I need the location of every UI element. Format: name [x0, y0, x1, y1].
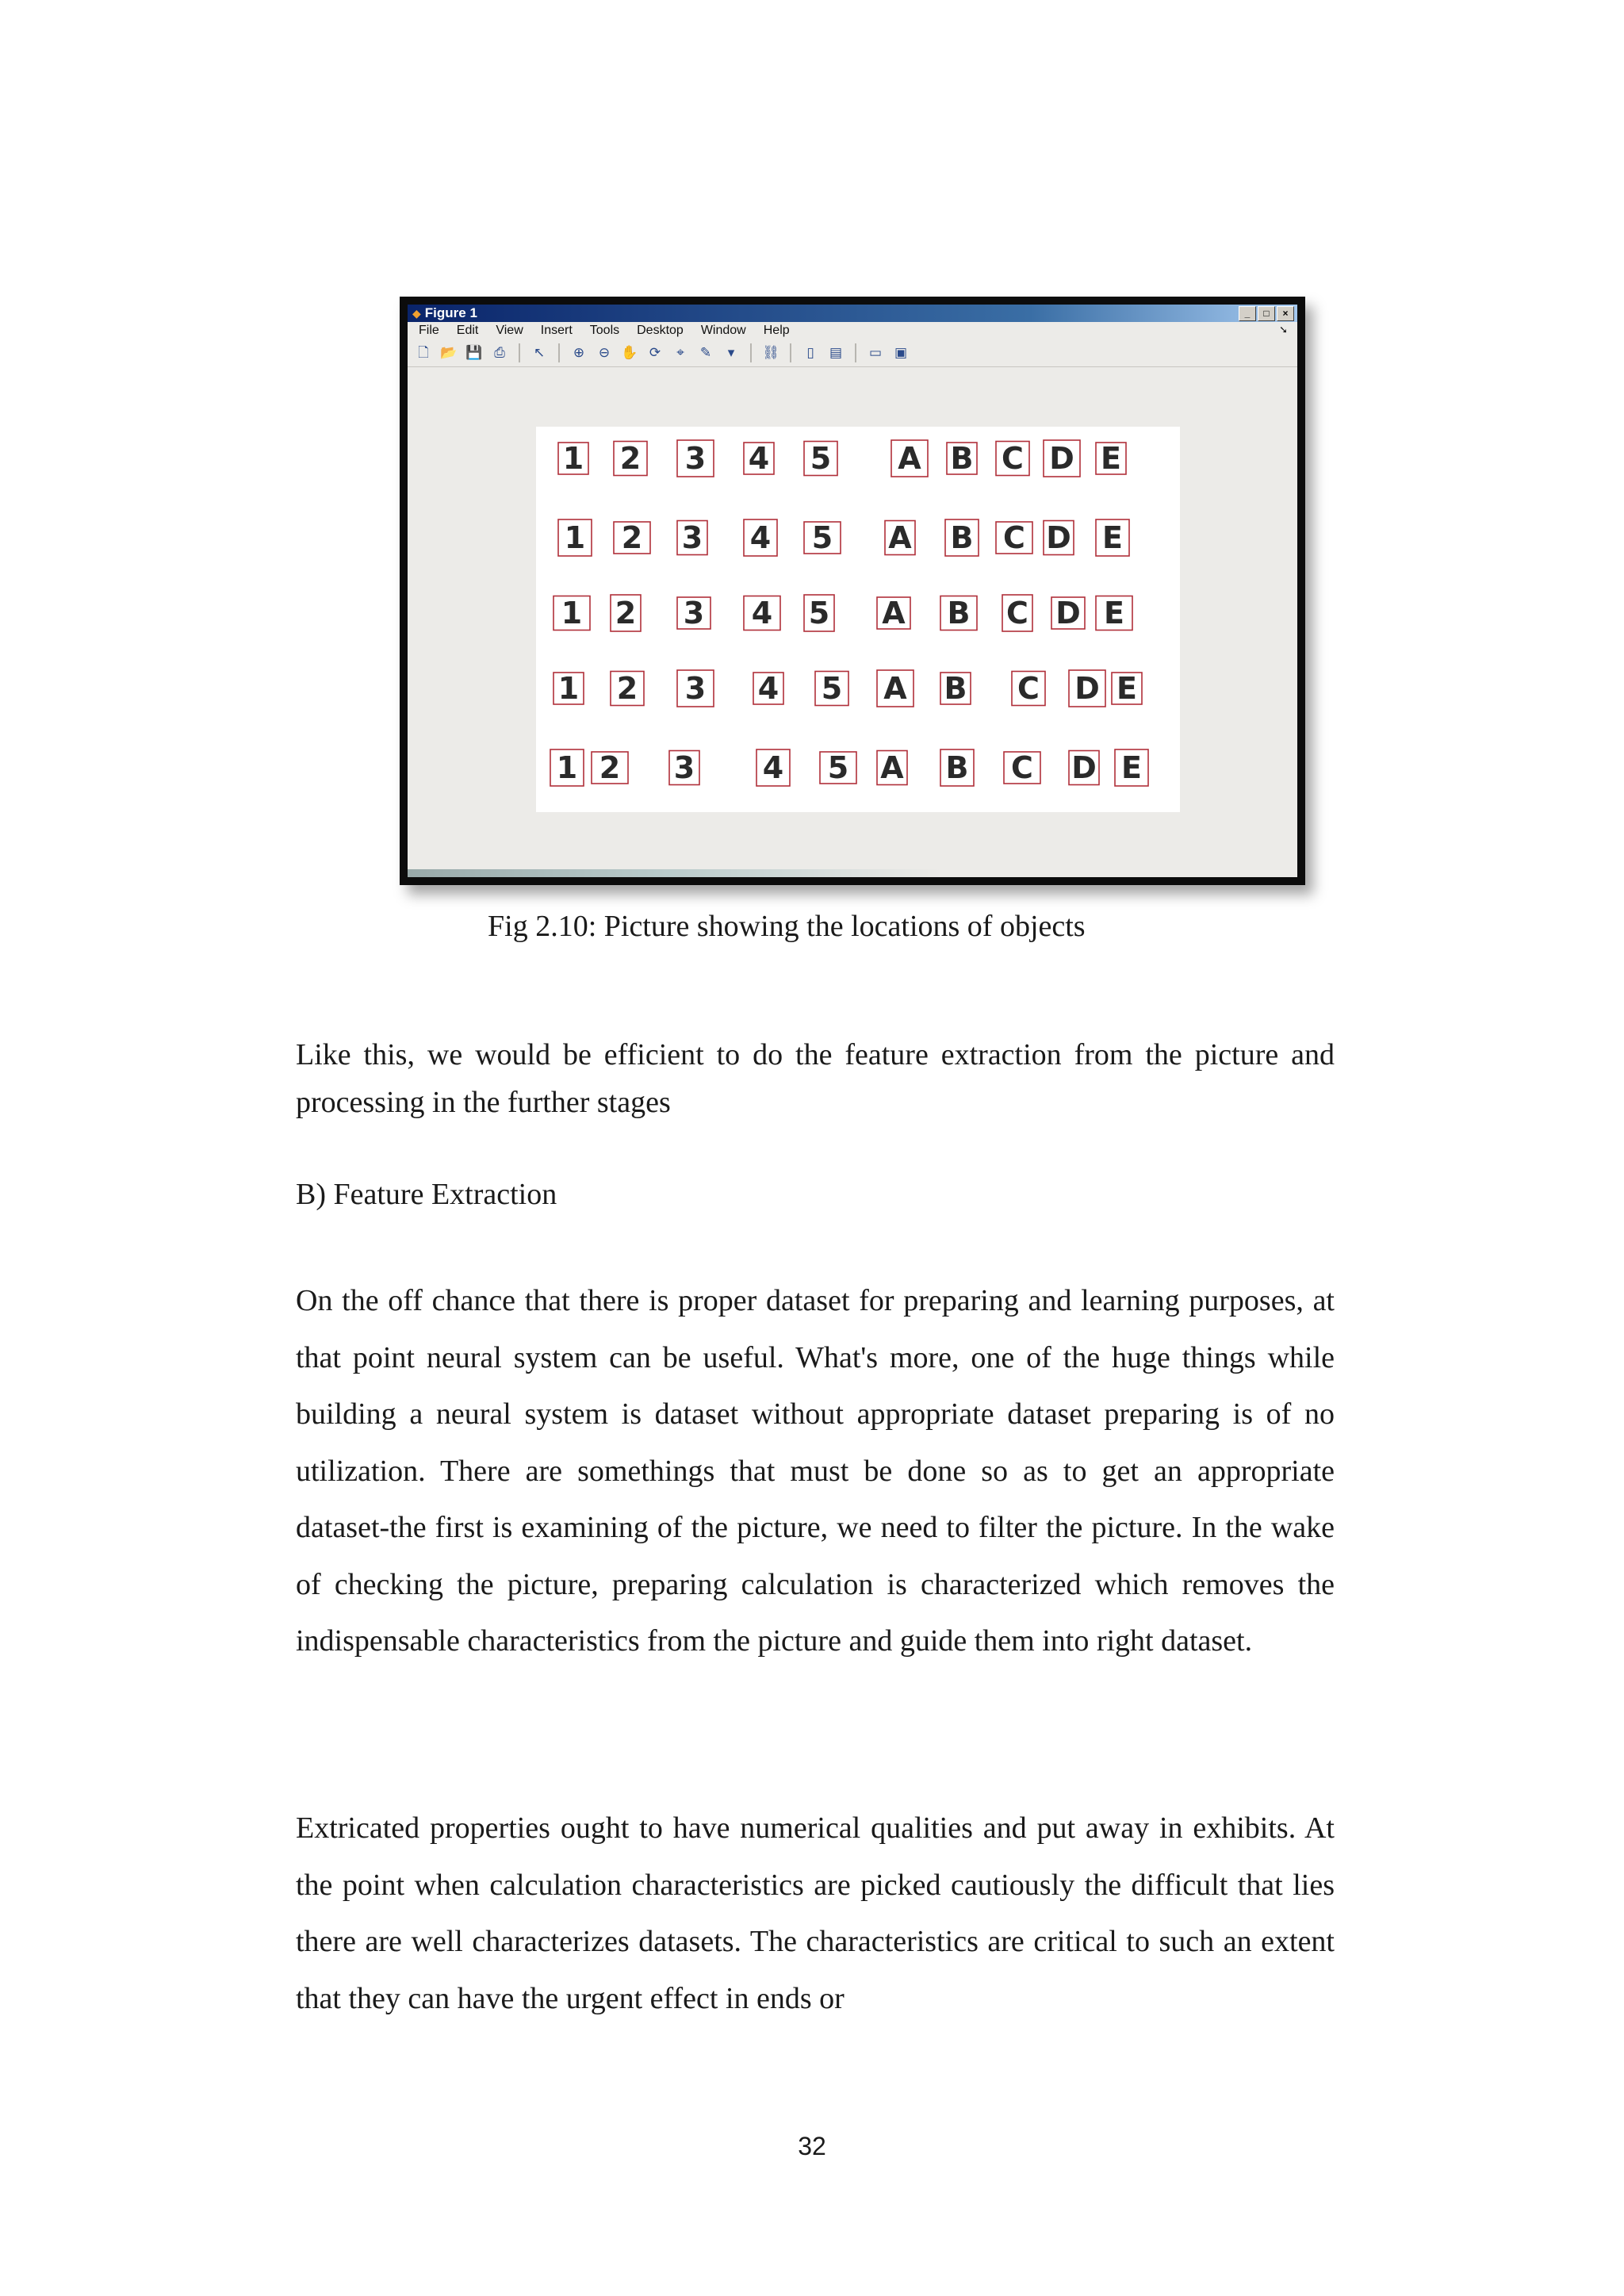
- page-number: 32: [798, 2132, 826, 2160]
- character-C-box: [1002, 595, 1032, 631]
- character-4-box: [744, 596, 780, 631]
- character-glyph: 2: [599, 750, 621, 785]
- character-glyph: C: [1003, 520, 1025, 555]
- character-3-box: [677, 596, 710, 631]
- character-glyph: D: [1055, 596, 1081, 631]
- show-plot-tools-icon[interactable]: ▣: [894, 345, 908, 360]
- rotate-3d-icon[interactable]: ⟳: [649, 345, 661, 360]
- menu-insert[interactable]: Insert: [540, 324, 573, 337]
- character-1-box: [553, 671, 584, 706]
- character-2-box: [611, 595, 641, 631]
- character-glyph: C: [1017, 671, 1040, 706]
- character-5-box: [820, 750, 856, 785]
- character-glyph: C: [1006, 596, 1028, 631]
- open-file-icon[interactable]: 📂: [440, 345, 458, 360]
- character-4-box: [744, 441, 774, 476]
- character-5-box: [804, 520, 841, 555]
- character-glyph: B: [950, 441, 974, 476]
- toolbar-separator: [855, 343, 856, 362]
- character-glyph: D: [1046, 520, 1071, 555]
- figure-axes-image: [536, 427, 1180, 812]
- character-glyph: 1: [564, 520, 586, 555]
- toolbar-separator: [750, 343, 752, 362]
- window-titlebar: [408, 305, 1297, 322]
- menu-edit[interactable]: Edit: [456, 324, 479, 337]
- save-icon[interactable]: 💾: [465, 345, 483, 360]
- character-5-box: [804, 595, 834, 631]
- brush-icon[interactable]: ✎: [699, 345, 712, 360]
- character-glyph: 4: [757, 671, 779, 706]
- character-glyph: E: [1104, 596, 1124, 631]
- character-glyph: 5: [808, 596, 830, 631]
- dock-arrow-icon[interactable]: ➘: [1279, 324, 1288, 335]
- character-glyph: 2: [615, 596, 637, 631]
- menu-bar: [408, 322, 1297, 339]
- character-glyph: A: [883, 671, 907, 706]
- character-1-box: [550, 749, 584, 786]
- character-5-box: [815, 671, 848, 706]
- paragraph-feature-extraction: On the off chance that there is proper dataset for preparing and learning purposes, at that point neural system can be useful. What's more, one of the huge things while building a neural system is dataset without appropriate dataset preparing is of no utilization. There are somethings that must be done so as to get an appropriate dataset-the first is examining of the picture, we need to filter the picture. In the wake of checking the picture, preparing calculation is characterized which removes the indispensable characteristics from the picture and guide them into right dataset.: [296, 1284, 1335, 1658]
- character-glyph: 3: [684, 441, 707, 476]
- character-C-box: [1012, 671, 1045, 706]
- character-glyph: 1: [561, 596, 583, 631]
- menu-window[interactable]: Window: [700, 324, 746, 337]
- character-glyph: A: [880, 750, 904, 785]
- character-D-box: [1044, 440, 1080, 477]
- character-glyph: 5: [821, 671, 843, 706]
- character-1-box: [553, 596, 590, 631]
- character-glyph: B: [944, 671, 967, 706]
- toolbar-separator: [519, 343, 520, 362]
- character-E-box: [1112, 671, 1142, 706]
- minimize-button[interactable]: _: [1239, 306, 1256, 321]
- character-glyph: A: [898, 441, 921, 476]
- character-4-box: [753, 671, 783, 706]
- character-glyph: E: [1101, 441, 1121, 476]
- character-glyph: D: [1071, 750, 1097, 785]
- menu-desktop[interactable]: Desktop: [637, 324, 684, 337]
- character-B-box: [940, 671, 971, 706]
- character-E-box: [1096, 596, 1132, 631]
- character-5-box: [804, 441, 837, 476]
- character-1-box: [558, 519, 592, 556]
- paragraph-intro: Like this, we would be efficient to do the feature extraction from the picture and processing in the further stages: [296, 1038, 1335, 1119]
- character-glyph: 1: [562, 441, 584, 476]
- character-2-box: [614, 520, 650, 555]
- character-A-box: [877, 670, 914, 707]
- character-C-box: [996, 441, 1029, 476]
- character-grid: [536, 427, 1180, 812]
- character-B-box: [945, 519, 979, 556]
- window-controls: [1239, 306, 1294, 321]
- character-glyph: 4: [749, 520, 772, 555]
- character-glyph: 3: [684, 671, 707, 706]
- character-4-box: [756, 749, 790, 786]
- close-button[interactable]: ×: [1277, 306, 1294, 321]
- character-B-box: [947, 441, 977, 476]
- menu-file[interactable]: File: [419, 324, 439, 337]
- print-icon[interactable]: ⎙: [494, 345, 505, 360]
- character-E-box: [1096, 441, 1126, 476]
- character-D-box: [1069, 670, 1105, 707]
- menu-tools[interactable]: Tools: [589, 324, 620, 337]
- pointer-icon[interactable]: ↖: [533, 345, 546, 360]
- character-B-box: [940, 749, 974, 786]
- character-glyph: E: [1102, 520, 1123, 555]
- character-3-box: [677, 670, 714, 707]
- toolbar-separator: [790, 343, 791, 362]
- character-glyph: 5: [827, 750, 849, 785]
- character-glyph: A: [888, 520, 912, 555]
- character-glyph: 3: [673, 750, 695, 785]
- character-glyph: B: [945, 750, 969, 785]
- new-figure-icon[interactable]: 🗋: [418, 345, 429, 360]
- character-glyph: D: [1049, 441, 1074, 476]
- figure-caption: Fig 2.10: Picture showing the locations of objects: [488, 910, 1086, 943]
- character-2-box: [592, 750, 628, 785]
- character-E-box: [1115, 749, 1148, 786]
- character-glyph: C: [1011, 750, 1033, 785]
- link-icon[interactable]: ⛓: [762, 345, 779, 360]
- character-D-box: [1051, 596, 1085, 631]
- character-glyph: E: [1116, 671, 1137, 706]
- character-glyph: 1: [556, 750, 578, 785]
- figure-screenshot: [400, 297, 1305, 885]
- character-3-box: [669, 750, 699, 785]
- character-A-box: [877, 750, 907, 785]
- character-C-box: [1004, 750, 1040, 785]
- character-glyph: B: [947, 596, 971, 631]
- window-title: Figure 1: [424, 305, 477, 320]
- character-3-box: [677, 520, 707, 555]
- character-2-box: [611, 671, 644, 706]
- hide-plot-tools-icon[interactable]: ▭: [868, 345, 883, 360]
- matlab-figure-window: [408, 305, 1297, 877]
- character-2-box: [614, 441, 647, 476]
- legend-icon[interactable]: ▤: [829, 345, 843, 360]
- character-glyph: 5: [810, 441, 832, 476]
- character-A-box: [877, 596, 910, 631]
- pan-icon[interactable]: ✋: [621, 345, 638, 360]
- character-glyph: 4: [748, 441, 770, 476]
- character-glyph: 4: [751, 596, 773, 631]
- character-glyph: E: [1121, 750, 1142, 785]
- status-bar: [408, 869, 1297, 877]
- character-glyph: C: [1002, 441, 1024, 476]
- figure-toolbar: [408, 339, 1297, 367]
- character-glyph: 3: [681, 520, 703, 555]
- character-glyph: B: [950, 520, 974, 555]
- section-heading: B) Feature Extraction: [296, 1178, 557, 1211]
- matlab-logo-icon: ◆: [412, 306, 421, 320]
- character-glyph: 1: [557, 671, 580, 706]
- paragraph-extricated-properties: Extricated properties ought to have numerical qualities and put away in exhibits. At the point when calculation characteristics are picked cautiously the difficult that lies there are well characterizes datasets. The characteristics are critical to such an extent that they can have the urgent effect in ends or: [296, 1811, 1335, 2015]
- zoom-out-icon[interactable]: ⊖: [598, 345, 611, 360]
- character-glyph: 3: [683, 596, 705, 631]
- character-D-box: [1044, 520, 1074, 555]
- brush-dropdown-icon[interactable]: ▾: [727, 345, 735, 360]
- menu-view[interactable]: View: [496, 324, 523, 337]
- character-glyph: 5: [811, 520, 833, 555]
- character-1-box: [558, 441, 588, 476]
- character-glyph: D: [1074, 671, 1100, 706]
- character-E-box: [1096, 519, 1129, 556]
- character-B-box: [940, 596, 977, 631]
- character-C-box: [996, 520, 1032, 555]
- character-A-box: [885, 520, 915, 555]
- character-glyph: 4: [762, 750, 784, 785]
- character-D-box: [1069, 750, 1099, 785]
- toolbar-separator: [558, 343, 560, 362]
- character-glyph: 2: [616, 671, 638, 706]
- character-glyph: 2: [619, 441, 642, 476]
- colorbar-icon[interactable]: ▯: [806, 345, 814, 360]
- character-A-box: [891, 440, 928, 477]
- data-cursor-icon[interactable]: ⌖: [676, 345, 684, 360]
- character-4-box: [744, 519, 777, 556]
- maximize-button[interactable]: □: [1258, 306, 1275, 321]
- character-3-box: [677, 440, 714, 477]
- menu-help[interactable]: Help: [763, 324, 790, 337]
- character-glyph: A: [882, 596, 906, 631]
- character-glyph: 2: [621, 520, 643, 555]
- zoom-in-icon[interactable]: ⊕: [573, 345, 585, 360]
